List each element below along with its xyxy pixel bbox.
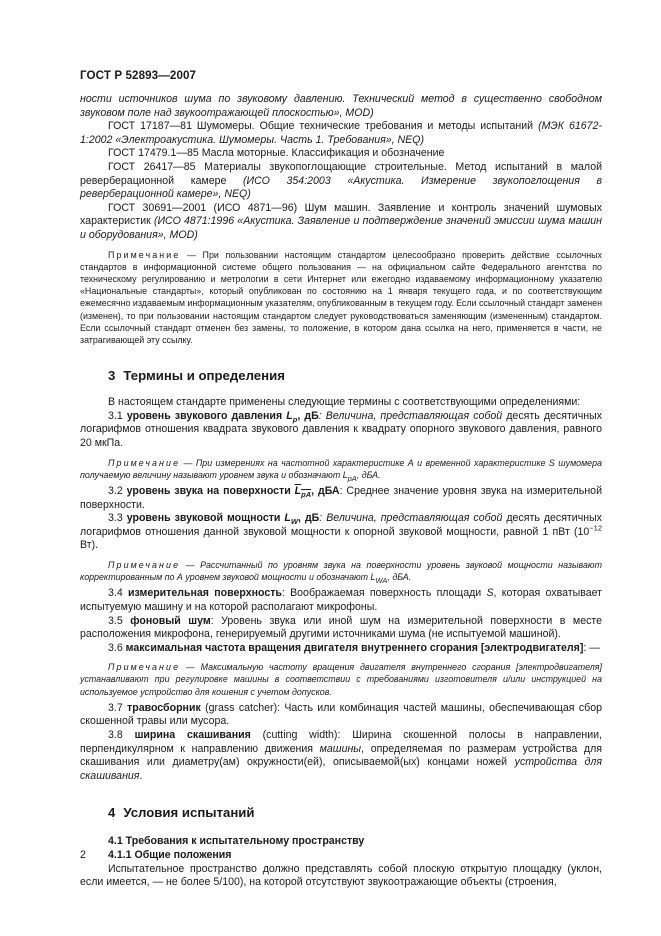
note-3-1: Примечание — При измерениях на частотной характеристике А и временной характеристике S шумомера получаемую величину называют уровнем звука и обозначают $L_{pA}$, дБА. [80, 457, 602, 483]
note-3-3: Примечание — Рассчитанный по уровням звука на поверхности уровень звуковой мощности называют корректированным по А уровнем звуковой мощности и обозначают $L_{WA}$, дБА. [80, 559, 602, 585]
note-references: Примечание — При пользовании настоящим стандартом целесообразно проверить действие ссылочных стандартов в информационной системе общего пользования — на официальном сайте Федерального агентства по техническому регулированию и метрологии в сети Интернет или ежегодно издаваемому информационному указателю «Национальные стандарты», который опубликован по состоянию на 1 января текущего года, и по соответствующим ежемесячно издаваемым информационным указателям, опубликованным в текущем году. Если ссылочный стандарт заменен (изменен), то при пользовании настоящим стандартом следует руководствоваться заменяющим (измененным) стандартом. Если ссылочный стандарт отменен без замены, то положение, в котором дана ссылка на него, применяется в части, не затрагивающей эту ссылку. [80, 249, 602, 345]
document-header: ГОСТ Р 52893—2007 [80, 69, 197, 82]
term-3-5: 3.5 фоновый шум: Уровень звука или иной шум на измерительной поверхности в месте расположения микрофона, генерируемый другими источниками шума (не испытуемой машиной). [80, 614, 603, 641]
reference-continuation: ности источников шума по звуковому давлению. Технический метод в существенно свободном звуковом поле над звукоотражающей плоскостью», MOD) [80, 93, 602, 119]
note-3-6: Примечание — Максимальную частоту вращения двигателя внутреннего сгорания [электродвигателя] устанавливают при регулировке машины в соответствии с требованиями изготовителя и/или инструкцией на используемое устройство для кошения с учетом допусков. [80, 662, 602, 697]
section-4-heading: 4 Условия испытаний [108, 805, 255, 821]
page-content [80, 93, 602, 890]
section-3-heading: 3 Термины и определения [108, 368, 285, 384]
term-3-6: 3.6 максимальная частота вращения двигателя внутреннего сгорания [электродвигателя]: — [108, 641, 600, 654]
term-3-4: 3.4 измерительная поверхность: Воображаемая поверхность площади S, которая охватывает испытуемую машину и на которой располагают микрофоны. [80, 587, 603, 613]
term-3-3: 3.3 уровень звуковой мощности $L_W$, дБ: Величина, представляющая собой десять десятичных логарифмов отношения данной звуковой мощности к опорной звуковой мощности, равной 1 пВт ($10^{-12}$ Вт). [80, 512, 602, 552]
term-3-1: 3.1 уровень звукового давления $L_p$, дБ: Величина, представляющая собой десять десятичных логарифмов отношения квадрата звукового давления к квадрату опорного звукового давления, равного 20 мкПа. [80, 409, 602, 449]
subsection-4-1-heading: 4.1 Требования к испытательному пространству [108, 835, 365, 848]
reference-gost-17479: ГОСТ 17479.1—85 Масла моторные. Классификация и обозначение [108, 147, 445, 160]
reference-gost-17187: ГОСТ 17187—81 Шумомеры. Общие технические требования и методы испытаний (МЭК 61672-1:2002 «Электроакустика. Шумомеры. Часть 1. Требования», NEQ) [80, 120, 602, 146]
term-3-8: 3.8 ширина скашивания (cutting width): Ширина скошенной полосы в направлении, перпендикулярном к направлению движения машины, определяемая по размерам устройства для скашивания или диаметру(ам) окружности(ей), описываемой(ых) концами ножей устройства для скашивания. [80, 729, 603, 782]
page-number: 2 [80, 849, 86, 861]
subsection-4-1-1-heading: 4.1.1 Общие положения [108, 849, 232, 862]
reference-gost-30691: ГОСТ 30691—2001 (ИСО 4871—96) Шум машин. Заявление и контроль значений шумовых характеристик (ИСО 4871:1996 «Акустика. Заявление и подтверждение значений эмиссии шума машин и оборудования», MOD) [80, 201, 603, 241]
reference-gost-26417: ГОСТ 26417—85 Материалы звукопоглощающие строительные. Метод испытаний в малой реверберационной камере (ИСО 354:2003 «Акустика. Измерение звукопоглощения в реверберационной камере», NEQ) [80, 160, 602, 201]
term-3-2: 3.2 уровень звука на поверхности $L_{pA}$, дБА: Среднее значение уровня звука на измерительной поверхности. [80, 484, 602, 511]
section-4-body: Испытательное пространство должно представлять собой плоскую открытую площадку (уклон, если имеется, — не более 5/100), на которой отсутствуют звукоотражающие объекты (строения, [80, 862, 602, 889]
section-3-intro: В настоящем стандарте применены следующие термины с соответствующими определениями: [108, 396, 581, 409]
term-3-7: 3.7 травосборник (grass catcher): Часть или комбинация частей машины, обеспечивающая сбор скошенной травы или мусора. [80, 701, 602, 728]
